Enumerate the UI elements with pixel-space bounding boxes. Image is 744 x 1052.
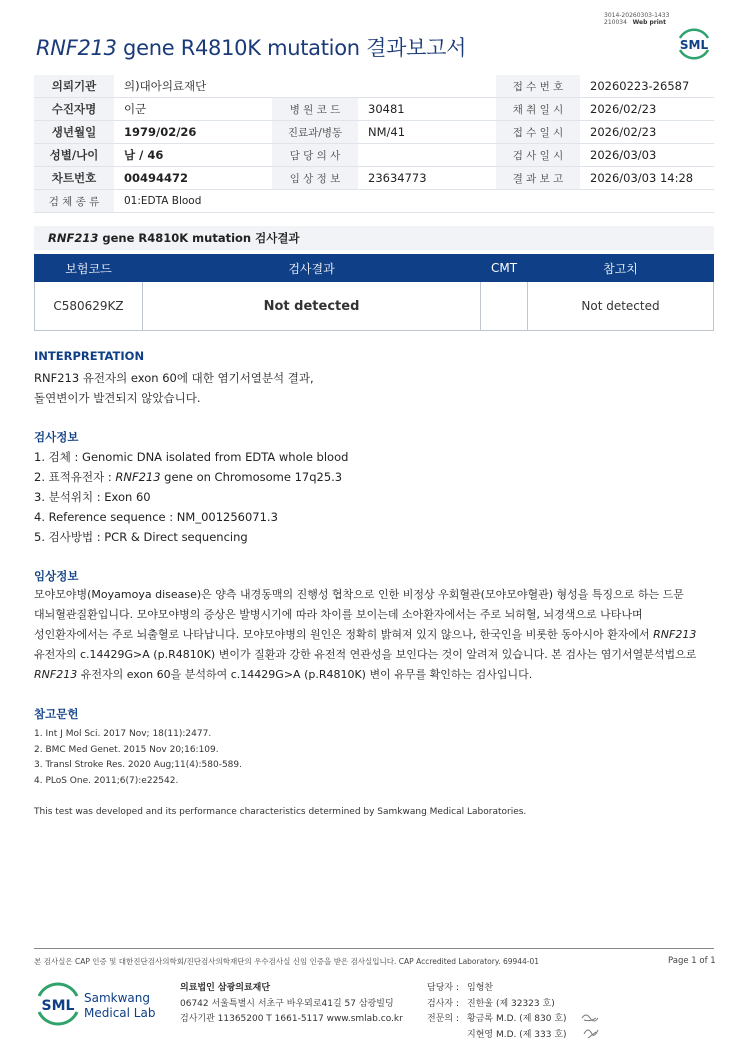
result-header-row [35,255,714,282]
clinical-line: RNF213 유전자의 exon 60을 분석하여 c.14429G>A (p.R4810K) 변이 유무를 확인하는 검사입니다. [34,668,533,681]
cell-result: Not detected [143,282,481,331]
col-cmt: CMT [481,255,528,282]
list-item: 2. 표적유전자 : RNF213 gene on Chromosome 17q25.3 [34,470,343,484]
page-number: Page 1 of 1 [668,956,716,966]
value-patient-name: 이군 [114,98,272,121]
interpretation-line: RNF213 유전자의 exon 60에 대한 염기서열분석 결과, [34,371,314,385]
clinical-info-text [34,585,696,685]
col-reference: 참고치 [528,255,714,282]
list-item: 4. PLoS One. 2011;6(7):e22542. [34,775,179,786]
footer-logo [36,980,166,1034]
test-info-list [34,447,348,547]
clinical-line: 유전자의 c.14429G>A (p.R4810K) 변이가 질환과 강한 유전적 연관성을 보인다는 것이 알려져 있습니다. 본 검사는 염기서열분석법으로 [34,648,697,661]
empty-cell [358,75,496,98]
cell-cmt [481,282,528,331]
value-sex-age: 남 / 46 [114,144,272,167]
result-section-title: RNF213 gene R4810K mutation 검사결과 [34,226,714,250]
list-item: 3. Transl Stroke Res. 2020 Aug;11(4):580-589. [34,760,242,771]
list-item: 2. BMC Med Genet. 2015 Nov 20;16:109. [34,744,219,755]
list-item: 5. 검사방법 : PCR & Direct sequencing [34,530,248,544]
page-title: RNF213 gene R4810K mutation 결과보고서 [36,36,467,60]
info-row [34,75,714,98]
address: 06742 서울특별시 서초구 바우뫼로41길 57 삼광빌딩 [180,998,394,1009]
value-test-date: 2026/03/03 [580,144,714,167]
value-receipt-date: 2026/02/23 [580,121,714,144]
value-report-date: 2026/03/03 14:28 [580,167,714,190]
value-receipt-no: 20260223-26587 [580,75,714,98]
list-item: 1. 검체 : Genomic DNA isolated from EDTA whole blood [34,450,349,464]
col-insurance-code: 보험코드 [35,255,143,282]
staff-row: 전문의 : 황금록 M.D. (제 830 호) [427,1014,567,1024]
label-chart-no: 차트번호 [34,167,114,190]
references-list [34,727,242,789]
value-requester: 의)대아의료재단 [114,75,272,98]
patient-info-table [34,75,714,213]
info-row [34,190,714,213]
sml-logo [674,24,714,64]
value-birthdate: 1979/02/26 [114,121,272,144]
info-row [34,144,714,167]
certification-note: 본 검사실은 CAP 인증 및 대한진단검사의학회/진단검사의학재단의 우수검사실 신임 인증을 받은 검사실입니다. CAP Accredited Laboratory. 69944-01 [34,957,540,966]
label-sex-age: 성별/나이 [34,144,114,167]
staff-row: 지현영 M.D. (제 333 호) [467,1029,567,1040]
svg-text:Medical Lab: Medical Lab [84,1006,156,1020]
col-result: 검사결과 [143,255,481,282]
value-clinical-info: 23634773 [358,167,496,190]
org-name: 의료법인 삼광의료재단 [180,983,271,993]
signature-image [578,1010,608,1046]
value-collection-date: 2026/02/23 [580,98,714,121]
footer-divider [34,948,714,949]
value-chart-no: 00494472 [114,167,272,190]
value-specimen: 01:EDTA Blood [114,190,714,213]
clinical-line: 모야모야병(Moyamoya disease)은 양측 내경동맥의 진행성 협착으로 인한 비정상 우회혈관(모야모야혈관) 형성을 특징으로 하는 드문 [34,588,684,601]
staff-row: 담당자 : 임형찬 [427,983,494,993]
interpretation-text [34,368,314,408]
svg-text:SML: SML [41,998,75,1014]
interpretation-line: 돌연변이가 발견되지 않았습니다. [34,391,201,405]
disclaimer: This test was developed and its performance characteristics determined by Samkwang Medical Laboratories. [34,807,527,817]
staff-row: 검사자 : 진한울 (제 32323 호) [427,998,555,1009]
document-code: 3014-20260303-1433 210034 Web print [604,12,670,26]
label-doctor: 담 당 의 사 [272,144,358,167]
list-item: 3. 분석위치 : Exon 60 [34,490,151,504]
label-collection-date: 채 취 일 시 [496,98,580,121]
label-test-date: 검 사 일 시 [496,144,580,167]
contact: 검사기관 11365200 T 1661-5117 www.smlab.co.kr [180,1014,403,1024]
cell-insurance-code: C580629KZ [35,282,143,331]
label-receipt-date: 접 수 일 시 [496,121,580,144]
lab-contact-info [180,981,403,1028]
label-hospital-code: 병 원 코 드 [272,98,358,121]
table-row [35,282,714,331]
info-row [34,121,714,144]
label-clinical-info: 임 상 정 보 [272,167,358,190]
value-department: NM/41 [358,121,496,144]
interpretation-heading: INTERPRETATION [34,349,145,363]
svg-text:SML: SML [679,38,709,52]
result-table [34,254,714,331]
clinical-line: 성인환자에서는 주로 뇌출혈로 나타납니다. 모야모야병의 원인은 정확히 밝혀져 있지 않으나, 한국인을 비롯한 동아시아 환자에서 RNF213 [34,628,697,641]
empty-cell [272,75,358,98]
cell-reference: Not detected [528,282,714,331]
label-birthdate: 생년월일 [34,121,114,144]
test-info-heading: 검사정보 [34,430,79,444]
clinical-line: 대뇌혈관질환입니다. 모야모야병의 증상은 발병시기에 따라 차이를 보이는데 소아환자에서는 주로 뇌허혈, 뇌경색으로 나타나며 [34,608,643,621]
label-patient-name: 수진자명 [34,98,114,121]
label-department: 진료과/병동 [272,121,358,144]
label-receipt-no: 접 수 번 호 [496,75,580,98]
label-report-date: 결 과 보 고 [496,167,580,190]
value-hospital-code: 30481 [358,98,496,121]
value-doctor [358,144,496,167]
list-item: 1. Int J Mol Sci. 2017 Nov; 18(11):2477. [34,729,212,739]
list-item: 4. Reference sequence : NM_001256071.3 [34,510,278,524]
info-row [34,167,714,190]
staff-signatures [427,981,567,1043]
label-specimen: 검 체 종 류 [34,190,114,213]
info-row [34,98,714,121]
svg-text:Samkwang: Samkwang [84,991,150,1005]
references-heading: 참고문헌 [34,707,79,721]
clinical-info-heading: 임상정보 [34,569,79,583]
label-requester: 의뢰기관 [34,75,114,98]
